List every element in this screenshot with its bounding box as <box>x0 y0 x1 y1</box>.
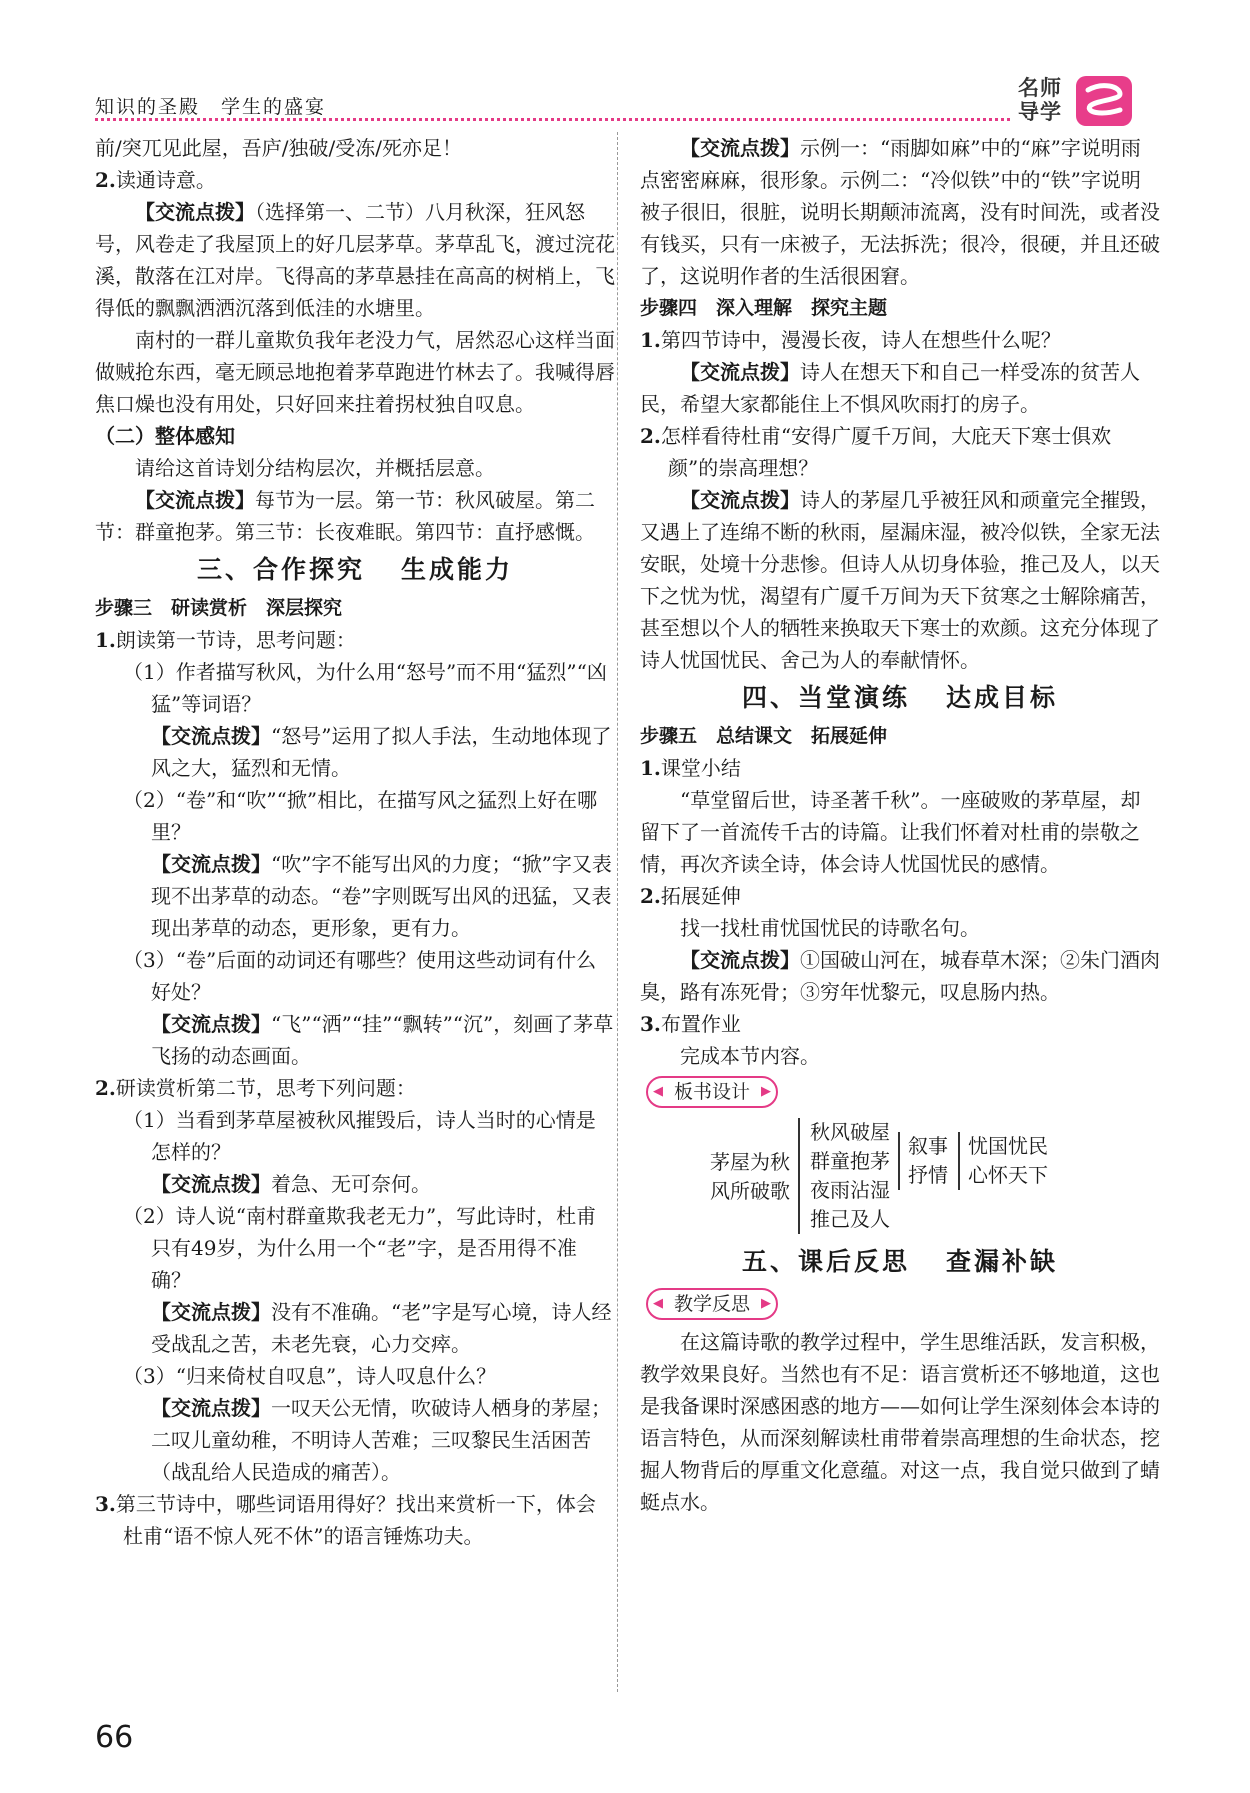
logo-badge-icon <box>1076 76 1132 126</box>
left-column <box>95 132 615 1552</box>
sub-question: （3）“归来倚杖自叹息”，诗人叹息什么？ <box>123 1364 497 1388</box>
item-extension: 2.拓展延伸 <box>640 884 741 908</box>
section-title-4: 四、当堂演练 达成目标 <box>741 683 1059 712</box>
sub-answer: 【交流点拨】一叹天公无情，吹破诗人栖身的茅屋；二叹儿童幼稚，不明诗人苦难；三叹黎民生活困苦（战乱给人民造成的痛苦）。 <box>151 1396 611 1484</box>
logo-text: 名师 导学 <box>1018 76 1062 124</box>
answer-4-2: 【交流点拨】诗人的茅屋几乎被狂风和顽童完全摧毁，又遇上了连绵不断的秋雨，屋漏床湿，被冷似铁，全家无法安眠，处境十分悲惨。但诗人从切身体验，推己及人，以天下之忧为忧，渴望有广厦千万间为天下贫寒之士解除痛苦，甚至想以个人的牺牲来换取天下寒士的欢颜。这充分体现了诗人忧国忧民、舍己为人的奉献情怀。 <box>640 488 1160 672</box>
sub-answer: 【交流点拨】“飞”“洒”“挂”“飘转”“沉”，刻画了茅草飞扬的动态画面。 <box>151 1012 614 1068</box>
answer-translation-1: 【交流点拨】（选择第一、二节）八月秋深，狂风怒号，风卷走了我屋顶上的好几层茅草。茅草乱飞，渡过浣花溪，散落在江对岸。飞得高的茅草悬挂在高高的树梢上，飞得低的飘飘洒洒沉落到低洼的水塘里。 <box>95 200 615 320</box>
step-3-heading: 步骤三 研读赏析 深层探究 <box>95 597 343 619</box>
section-title-5: 五、课后反思 查漏补缺 <box>741 1247 1059 1276</box>
board-design <box>640 1118 1160 1238</box>
brand-logo <box>1010 74 1138 130</box>
sub-question: （3）“卷”后面的动词还有哪些？使用这些动词有什么好处？ <box>123 948 597 1004</box>
sub-question: （1）作者描写秋风，为什么用“怒号”而不用“猛烈”“凶猛”等词语？ <box>123 660 607 716</box>
item-summary: 1.课堂小结 <box>640 756 741 780</box>
question-2-analysis: 2.研读赏析第二节，思考下列问题： <box>95 1076 416 1100</box>
poem-line: 前/突兀见此屋，吾庐/独破/受冻/死亦足！ <box>95 136 462 160</box>
step-5-heading: 步骤五 总结课文 拓展延伸 <box>640 725 888 747</box>
answer-example: 【交流点拨】示例一：“雨脚如麻”中的“麻”字说明雨点密密麻麻，很形象。示例二：“冷似铁”中的“铁”字说明被子很旧，很脏，说明长期颠沛流离，没有时间洗，或者没有钱买，只有一床被子，无法拆洗；很冷，很硬，并且还破了，这说明作者的生活很困窘。 <box>640 136 1160 288</box>
sub-answer: 【交流点拨】没有不准确。“老”字是写心境，诗人经受战乱之苦，未老先衰，心力交瘁。 <box>151 1300 612 1356</box>
answer-translation-2: 南村的一群儿童欺负我年老没力气，居然忍心这样当面做贼抢东西，毫无顾忌地抱着茅草跑进竹林去了。我喊得唇焦口燥也没有用处，只好回来拄着拐杖独自叹息。 <box>95 328 615 416</box>
homework-text: 完成本节内容。 <box>680 1044 820 1068</box>
board-themes: 忧国忧民 心怀天下 <box>958 1132 1048 1190</box>
sub-question: （2）“卷”和“吹”“掀”相比，在描写风之猛烈上好在哪里？ <box>123 788 598 844</box>
sub-answer: 【交流点拨】“吹”字不能写出风的力度；“掀”字又表现不出茅草的动态。“卷”字则既写出风的迅猛，又表现出茅草的动态，更形象，更有力。 <box>151 852 612 940</box>
overview-question: 请给这首诗划分结构层次，并概括层意。 <box>135 456 495 480</box>
answer-4-1: 【交流点拨】诗人在想天下和自己一样受冻的贫苦人民，希望大家都能住上不惧风吹雨打的房子。 <box>640 360 1140 416</box>
header-slogan: 知识的圣殿 学生的盛宴 <box>95 96 327 118</box>
board-title: 茅屋为秋 风所破歌 <box>710 1150 790 1203</box>
sub-question: （2）诗人说“南村群童欺我老无力”，写此诗时，杜甫只有49岁，为什么用一个“老”字，是否用得不准确？ <box>123 1204 597 1292</box>
extension-answer: 【交流点拨】①国破山河在，城春草木深；②朱门酒肉臭，路有冻死骨；③穷年忧黎元，叹息肠内热。 <box>640 948 1160 1004</box>
reflection-tag: ◀ 教学反思 ▶ <box>646 1288 778 1320</box>
question-4-2: 2.怎样看待杜甫“安得广厦千万间，大庇天下寒士俱欢颜”的崇高理想？ <box>640 424 1112 480</box>
subsection-overview: （二）整体感知 <box>95 424 235 448</box>
header-dotted-rule <box>95 118 1010 121</box>
item-homework: 3.布置作业 <box>640 1012 741 1036</box>
board-modes: 叙事 抒情 <box>898 1132 948 1190</box>
step-4-heading: 步骤四 深入理解 探究主题 <box>640 297 888 319</box>
column-divider <box>617 132 618 1692</box>
page-header <box>95 76 1135 124</box>
sub-answer: 【交流点拨】着急、无可奈何。 <box>151 1172 431 1196</box>
page-number: 66 <box>95 1720 134 1755</box>
overview-answer: 【交流点拨】每节为一层。第一节：秋风破屋。第二节：群童抱茅。第三节：长夜难眠。第四节：直抒感慨。 <box>95 488 595 544</box>
question-3: 3.第三节诗中，哪些词语用得好？找出来赏析一下，体会杜甫“语不惊人死不休”的语言锤炼功夫。 <box>95 1492 596 1548</box>
board-events: 秋风破屋 群童抱茅 夜雨沾湿 推己及人 <box>798 1118 890 1234</box>
sub-answer: 【交流点拨】“怒号”运用了拟人手法，生动地体现了风之大，猛烈和无情。 <box>151 724 612 780</box>
sub-question: （1）当看到茅草屋被秋风摧毁后，诗人当时的心情是怎样的？ <box>123 1108 596 1164</box>
section-title-3: 三、合作探究 生成能力 <box>196 555 514 584</box>
question-1: 1.朗读第一节诗，思考问题： <box>95 628 356 652</box>
summary-text: “草堂留后世，诗圣著千秋”。一座破败的茅草屋，却留下了一首流传千古的诗篇。让我们怀着对杜甫的崇敬之情，再次齐读全诗，体会诗人忧国忧民的感情。 <box>640 788 1141 876</box>
scroll-icon <box>1076 76 1132 126</box>
board-design-tag: ◀ 板书设计 ▶ <box>646 1076 778 1108</box>
question-4-1: 1.第四节诗中，漫漫长夜，诗人在想些什么呢？ <box>640 328 1061 352</box>
right-column <box>640 132 1160 1518</box>
extension-question: 找一找杜甫忧国忧民的诗歌名句。 <box>680 916 980 940</box>
question-2: 2.读通诗意。 <box>95 168 216 192</box>
reflection-text: 在这篇诗歌的教学过程中，学生思维活跃，发言积极，教学效果良好。当然也有不足：语言赏析还不够地道，这也是我备课时深感困惑的地方——如何让学生深刻体会本诗的语言特色，从而深刻解读杜甫带着崇高理想的生命状态，挖掘人物背后的厚重文化意蕴。对这一点，我自觉只做到了蜻蜓点水。 <box>640 1330 1160 1514</box>
